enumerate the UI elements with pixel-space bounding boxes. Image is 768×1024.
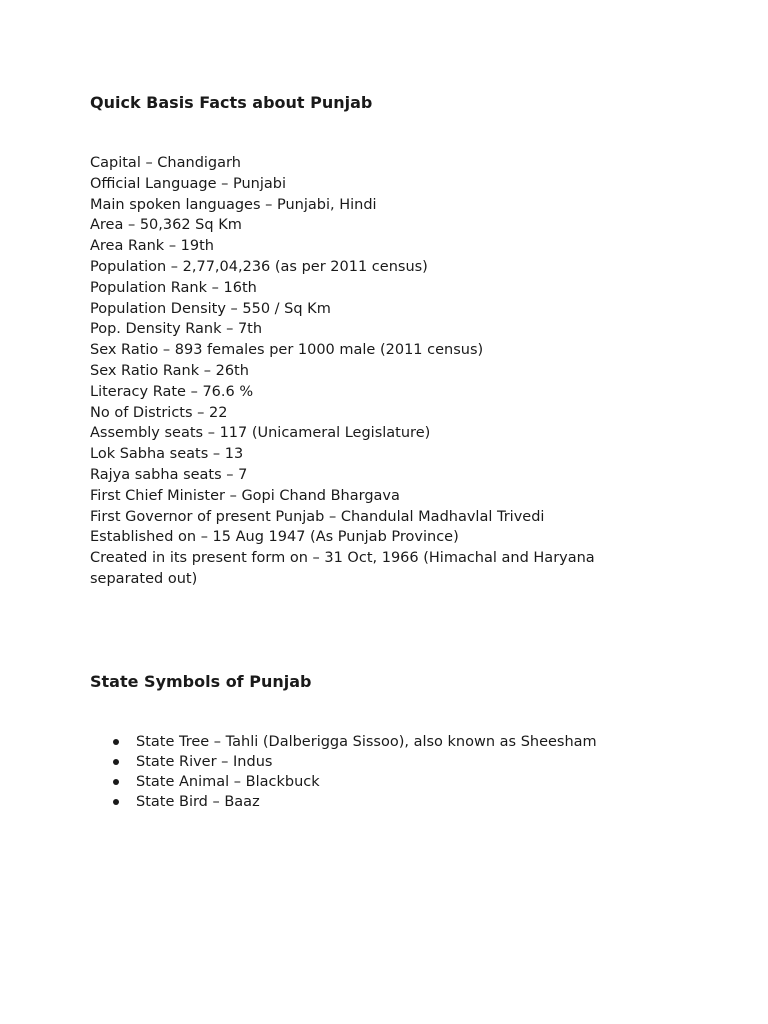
fact-present-form: Created in its present form on – 31 Oct, 1966 (Himachal and Haryana separated out) xyxy=(90,550,595,587)
bullet-icon xyxy=(113,739,119,745)
symbol-text: State Bird – Baaz xyxy=(136,794,260,810)
fact-capital: Capital – Chandigarh xyxy=(90,155,241,171)
fact-population-rank: Population Rank – 16th xyxy=(90,279,257,296)
fact-lok-sabha-seats: Lok Sabha seats – 13 xyxy=(90,446,244,463)
facts-heading: Quick Basis Facts about Punjab xyxy=(90,93,373,112)
fact-rajya-sabha-seats: Rajya sabha seats – 7 xyxy=(90,466,248,483)
fact-established: Established on – 15 Aug 1947 (As Punjab Province) xyxy=(90,529,459,546)
fact-population: Population – 2,77,04,236 (as per 2011 census) xyxy=(90,258,428,275)
fact-sex-ratio: Sex Ratio – 893 females per 1000 male (2011 census) xyxy=(90,342,484,359)
symbol-text: State Tree – Tahli (Dalberigga Sissoo), also known as Sheesham xyxy=(136,734,597,750)
fact-sex-ratio-rank: Sex Ratio Rank – 26th xyxy=(90,362,249,379)
symbol-item-river xyxy=(90,752,650,772)
fact-literacy-rate: Literacy Rate – 76.6 % xyxy=(90,383,254,400)
fact-main-languages: Main spoken languages – Punjabi, Hindi xyxy=(90,196,377,213)
fact-density-rank: Pop. Density Rank – 7th xyxy=(90,321,263,338)
fact-assembly-seats: Assembly seats – 117 (Unicameral Legislature) xyxy=(90,425,431,442)
facts-list xyxy=(90,153,650,590)
symbol-text: State Animal – Blackbuck xyxy=(136,774,320,790)
bullet-icon xyxy=(113,759,119,765)
symbol-item-bird xyxy=(90,792,650,812)
fact-area: Area – 50,362 Sq Km xyxy=(90,217,242,234)
fact-districts: No of Districts – 22 xyxy=(90,404,228,421)
symbol-item-animal xyxy=(90,772,650,792)
fact-population-density: Population Density – 550 / Sq Km xyxy=(90,300,331,317)
symbol-item-tree xyxy=(90,732,650,752)
bullet-icon xyxy=(113,779,119,785)
symbol-text: State River – Indus xyxy=(136,754,273,770)
fact-official-language: Official Language – Punjabi xyxy=(90,175,286,192)
symbols-list xyxy=(90,732,650,812)
symbols-heading: State Symbols of Punjab xyxy=(90,672,312,691)
fact-area-rank: Area Rank – 19th xyxy=(90,238,215,255)
fact-first-governor: First Governor of present Punjab – Chandulal Madhavlal Trivedi xyxy=(90,508,545,525)
bullet-icon xyxy=(113,799,119,805)
fact-first-chief-minister: First Chief Minister – Gopi Chand Bhargava xyxy=(90,487,400,504)
